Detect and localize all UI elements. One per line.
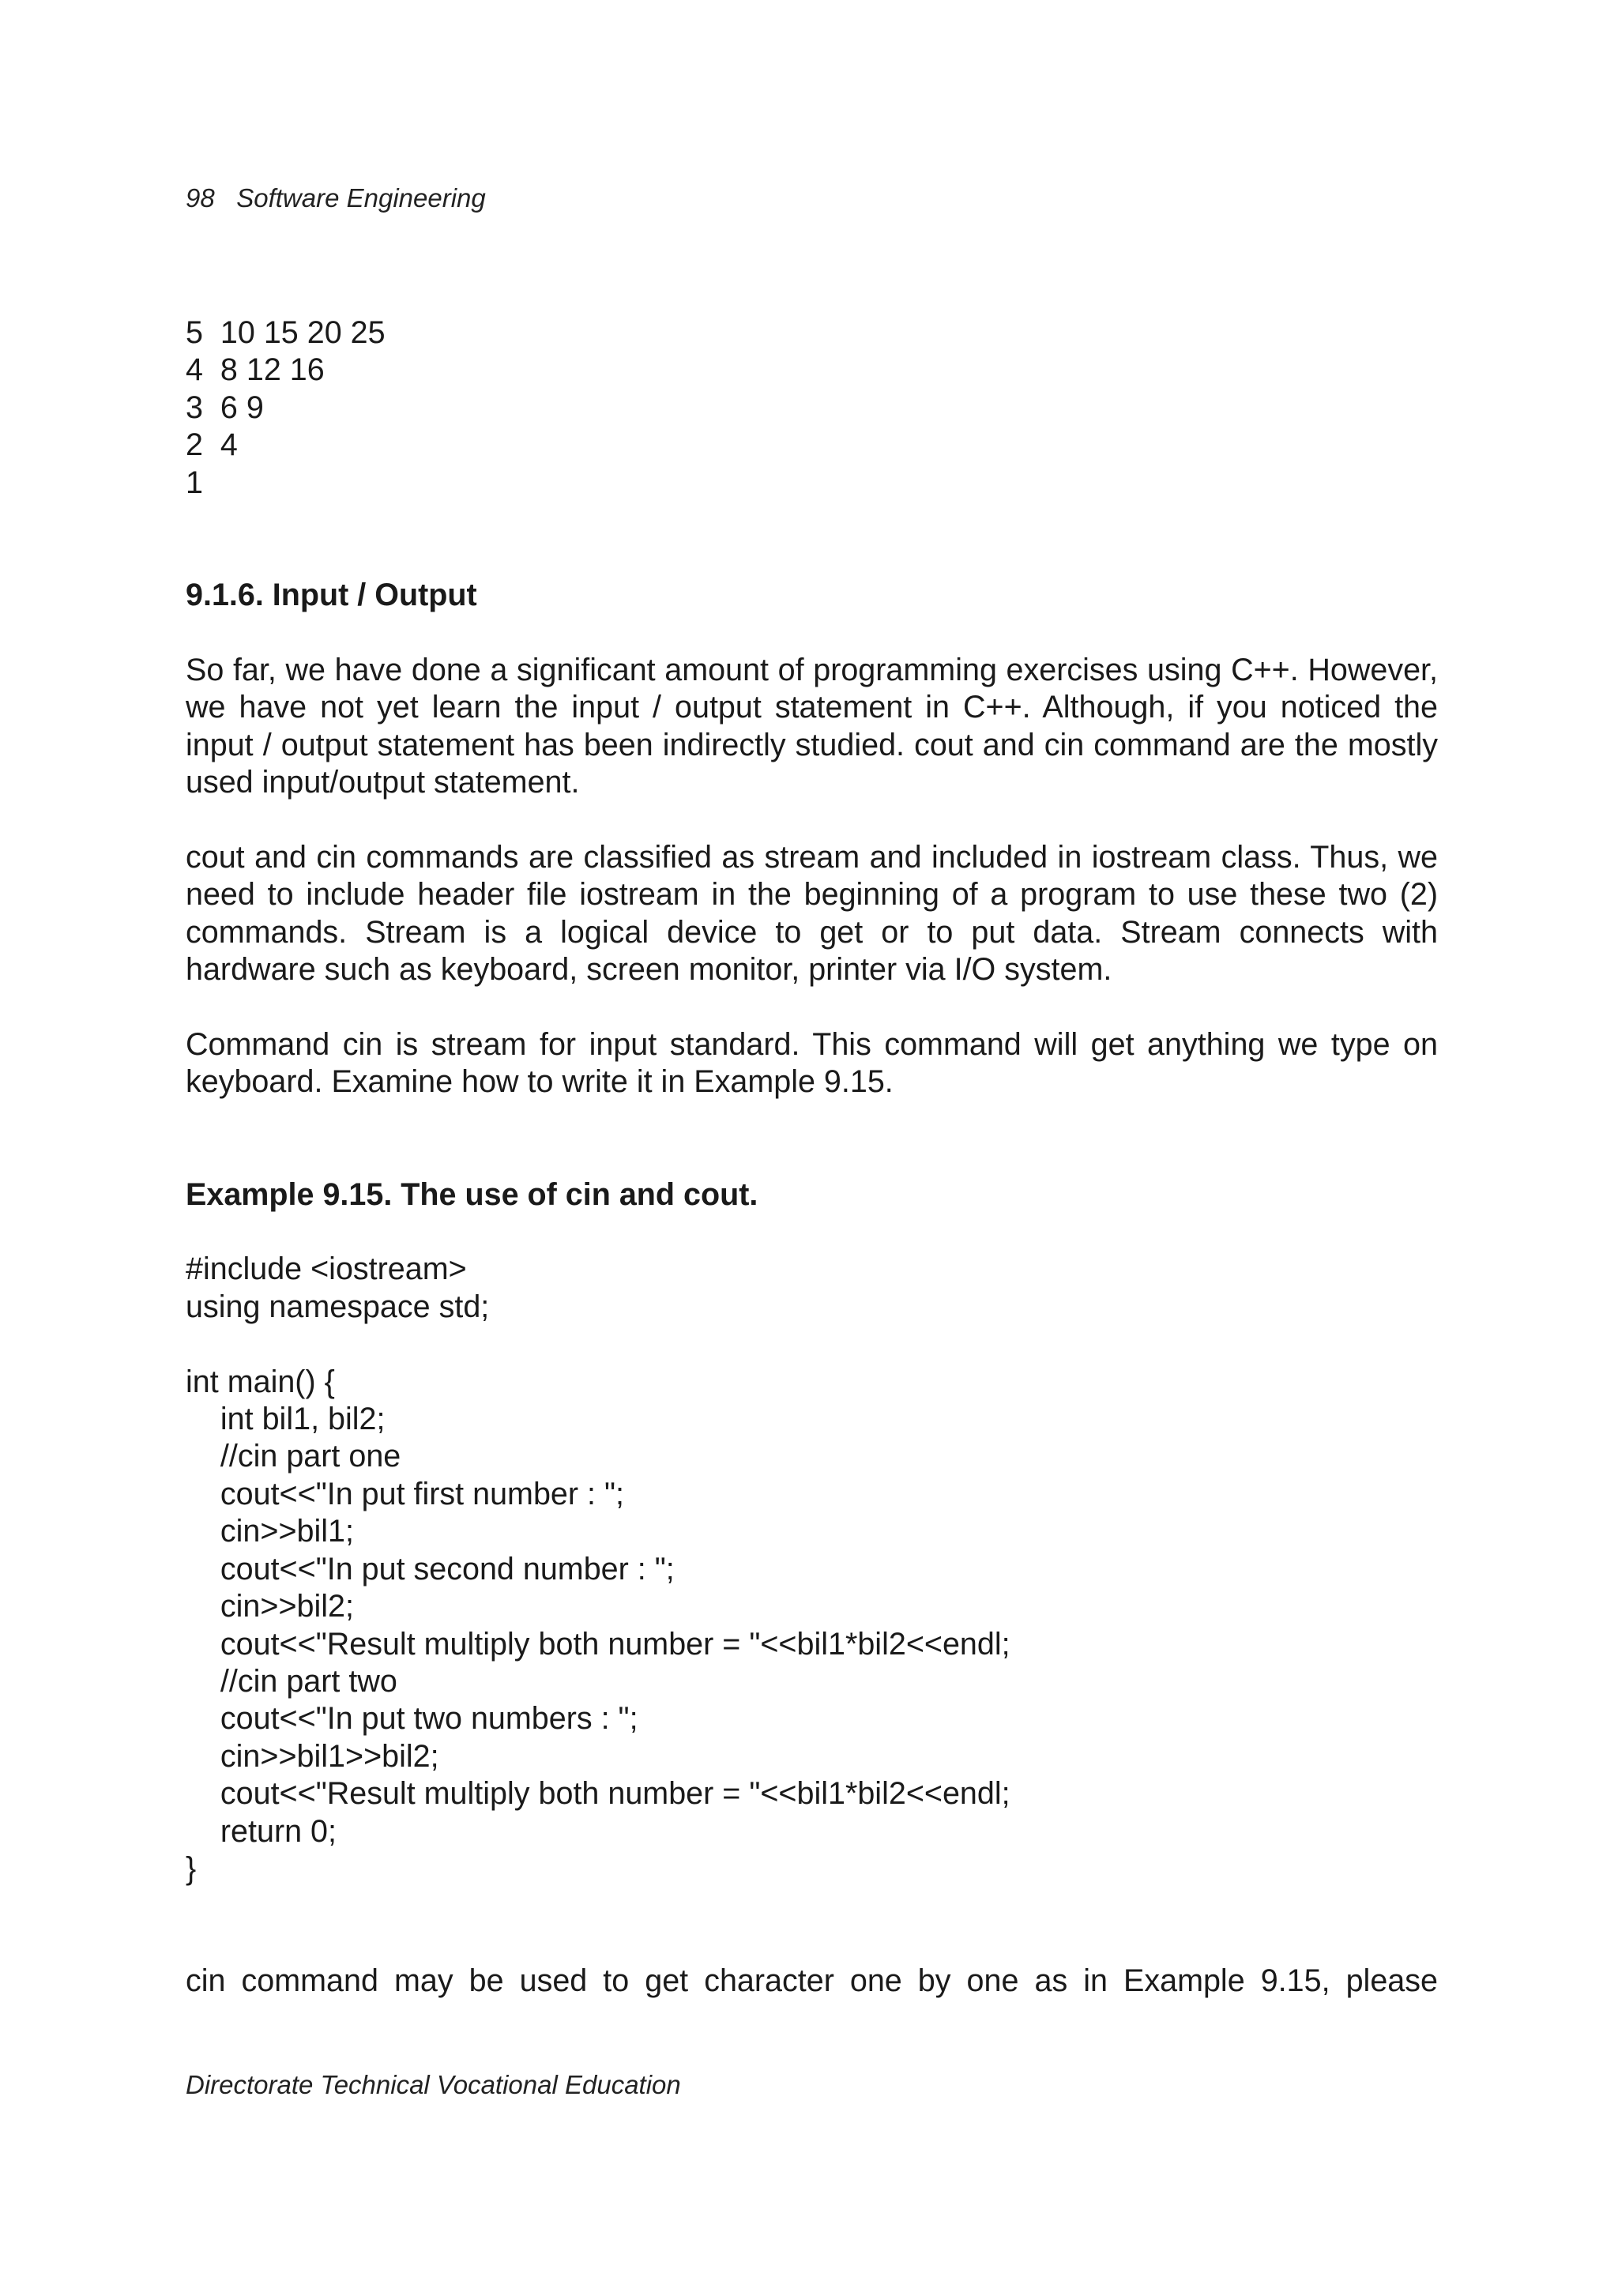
code-line: } (186, 1850, 197, 1886)
code-line: cout<<"In put first number : "; (186, 1476, 624, 1511)
code-line: return 0; (186, 1813, 337, 1849)
code-line: cout<<"In put two numbers : "; (186, 1701, 638, 1737)
code-line: cin>>bil1>>bil2; (186, 1738, 439, 1774)
code-line: //cin part one (186, 1439, 401, 1474)
code-line: int main() { (186, 1364, 335, 1399)
example-title: Example 9.15. The use of cin and cout. (186, 1176, 758, 1212)
program-output-block (186, 314, 1438, 502)
running-footer: Directorate Technical Vocational Education (186, 2070, 681, 2099)
output-line: 4 8 12 16 (186, 352, 325, 388)
book-title: Software Engineering (236, 183, 486, 213)
code-line: cout<<"In put second number : "; (186, 1551, 675, 1586)
output-line: 1 (186, 465, 203, 500)
code-line: using namespace std; (186, 1289, 490, 1324)
output-line: 3 6 9 (186, 390, 264, 425)
code-line: int bil1, bil2; (186, 1402, 386, 1437)
code-line: //cin part two (186, 1663, 397, 1699)
code-listing (186, 1251, 1438, 1888)
output-line: 5 10 15 20 25 (186, 315, 386, 350)
paragraph-intro: So far, we have done a significant amount of programming exercises using C++. However, we have not yet learn the input / output statement in C++. Although, if you noticed the input / output statement has been indirectly studied. cout and cin command are the mostly used input/output statement. (186, 652, 1438, 800)
paragraph-stream: cout and cin commands are classified as stream and included in iostream class. Thus, we need to include header file iostream in the beginning of a program to use these two (2) commands. Stream is a logical device to get or to put data. Stream connects with hardware such as keyboard, screen monitor, printer via I/O system. (186, 839, 1438, 988)
code-line: cin>>bil1; (186, 1514, 354, 1549)
code-line (186, 1326, 1438, 1363)
running-header (186, 183, 486, 213)
paragraph-closing: cin command may be used to get character one by one as in Example 9.15, please (186, 1963, 1438, 1999)
page-content (186, 314, 1438, 2001)
code-line: cout<<"Result multiply both number = "<<bil1*bil2<<endl; (186, 1776, 1010, 1812)
code-line: cin>>bil2; (186, 1589, 354, 1624)
code-line: cout<<"Result multiply both number = "<<bil1*bil2<<endl; (186, 1626, 1010, 1662)
paragraph-cin: Command cin is stream for input standard. This command will get anything we type on keyboard. Examine how to write it in Example 9.15. (186, 1026, 1438, 1100)
section-heading: 9.1.6. Input / Output (186, 578, 477, 613)
output-line: 2 4 (186, 427, 238, 463)
page-number: 98 (186, 183, 215, 213)
code-line: #include <iostream> (186, 1252, 467, 1287)
